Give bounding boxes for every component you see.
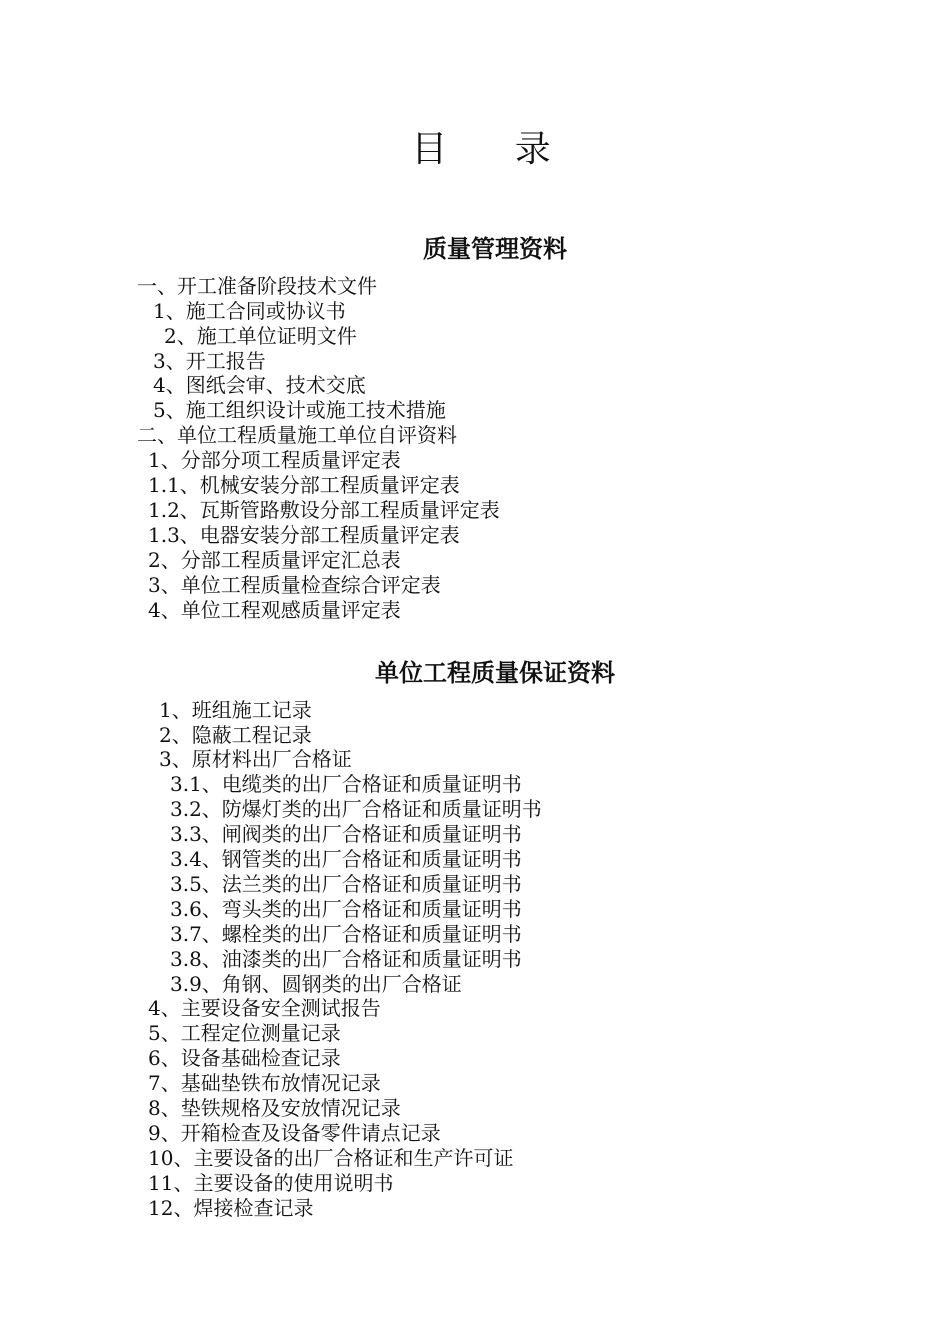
toc-item: 3.5、法兰类的出厂合格证和质量证明书 [170,872,522,896]
toc-item: 1.2、瓦斯管路敷设分部工程质量评定表 [148,498,500,522]
toc-item: 12、焊接检查记录 [148,1196,314,1220]
toc-item: 5、施工组织设计或施工技术措施 [153,398,446,422]
toc-item: 4、图纸会审、技术交底 [153,373,366,397]
toc-item: 9、开箱检查及设备零件请点记录 [148,1121,441,1145]
toc-item: 3.8、油漆类的出厂合格证和质量证明书 [170,947,522,971]
section-heading-quality-management: 质量管理资料 [423,234,567,263]
toc-item: 3.6、弯头类的出厂合格证和质量证明书 [170,897,522,921]
toc-item: 1.1、机械安装分部工程质量评定表 [148,473,460,497]
toc-item: 2、分部工程质量评定汇总表 [148,548,401,572]
toc-item: 7、基础垫铁布放情况记录 [148,1071,381,1095]
toc-item: 一、开工准备阶段技术文件 [137,274,377,298]
toc-item: 1.3、电器安装分部工程质量评定表 [148,523,460,547]
toc-item: 3.3、闸阀类的出厂合格证和质量证明书 [170,822,522,846]
toc-item: 2、施工单位证明文件 [164,324,357,348]
toc-item: 8、垫铁规格及安放情况记录 [148,1096,401,1120]
toc-item: 3.7、螺栓类的出厂合格证和质量证明书 [170,922,522,946]
toc-item: 1、班组施工记录 [159,698,312,722]
toc-item: 3、单位工程质量检查综合评定表 [148,573,441,597]
toc-item: 4、单位工程观感质量评定表 [148,598,401,622]
toc-item: 1、施工合同或协议书 [153,299,346,323]
toc-item: 1、分部分项工程质量评定表 [148,448,401,472]
toc-item: 4、主要设备安全测试报告 [148,996,381,1020]
toc-item: 3、开工报告 [153,349,266,373]
toc-item: 10、主要设备的出厂合格证和生产许可证 [148,1146,514,1170]
toc-item: 5、工程定位测量记录 [148,1021,341,1045]
toc-item: 6、设备基础检查记录 [148,1046,341,1070]
section-heading-quality-assurance: 单位工程质量保证资料 [375,658,615,687]
toc-item: 二、单位工程质量施工单位自评资料 [137,423,457,447]
toc-item: 3.4、钢管类的出厂合格证和质量证明书 [170,847,522,871]
toc-item: 2、隐蔽工程记录 [159,723,312,747]
toc-item: 3.2、防爆灯类的出厂合格证和质量证明书 [170,797,542,821]
page-title: 目 录 [411,129,579,170]
toc-item: 3、原材料出厂合格证 [159,747,352,771]
toc-item: 3.9、角钢、圆钢类的出厂合格证 [170,972,462,996]
toc-item: 3.1、电缆类的出厂合格证和质量证明书 [170,772,522,796]
toc-item: 11、主要设备的使用说明书 [148,1171,394,1195]
